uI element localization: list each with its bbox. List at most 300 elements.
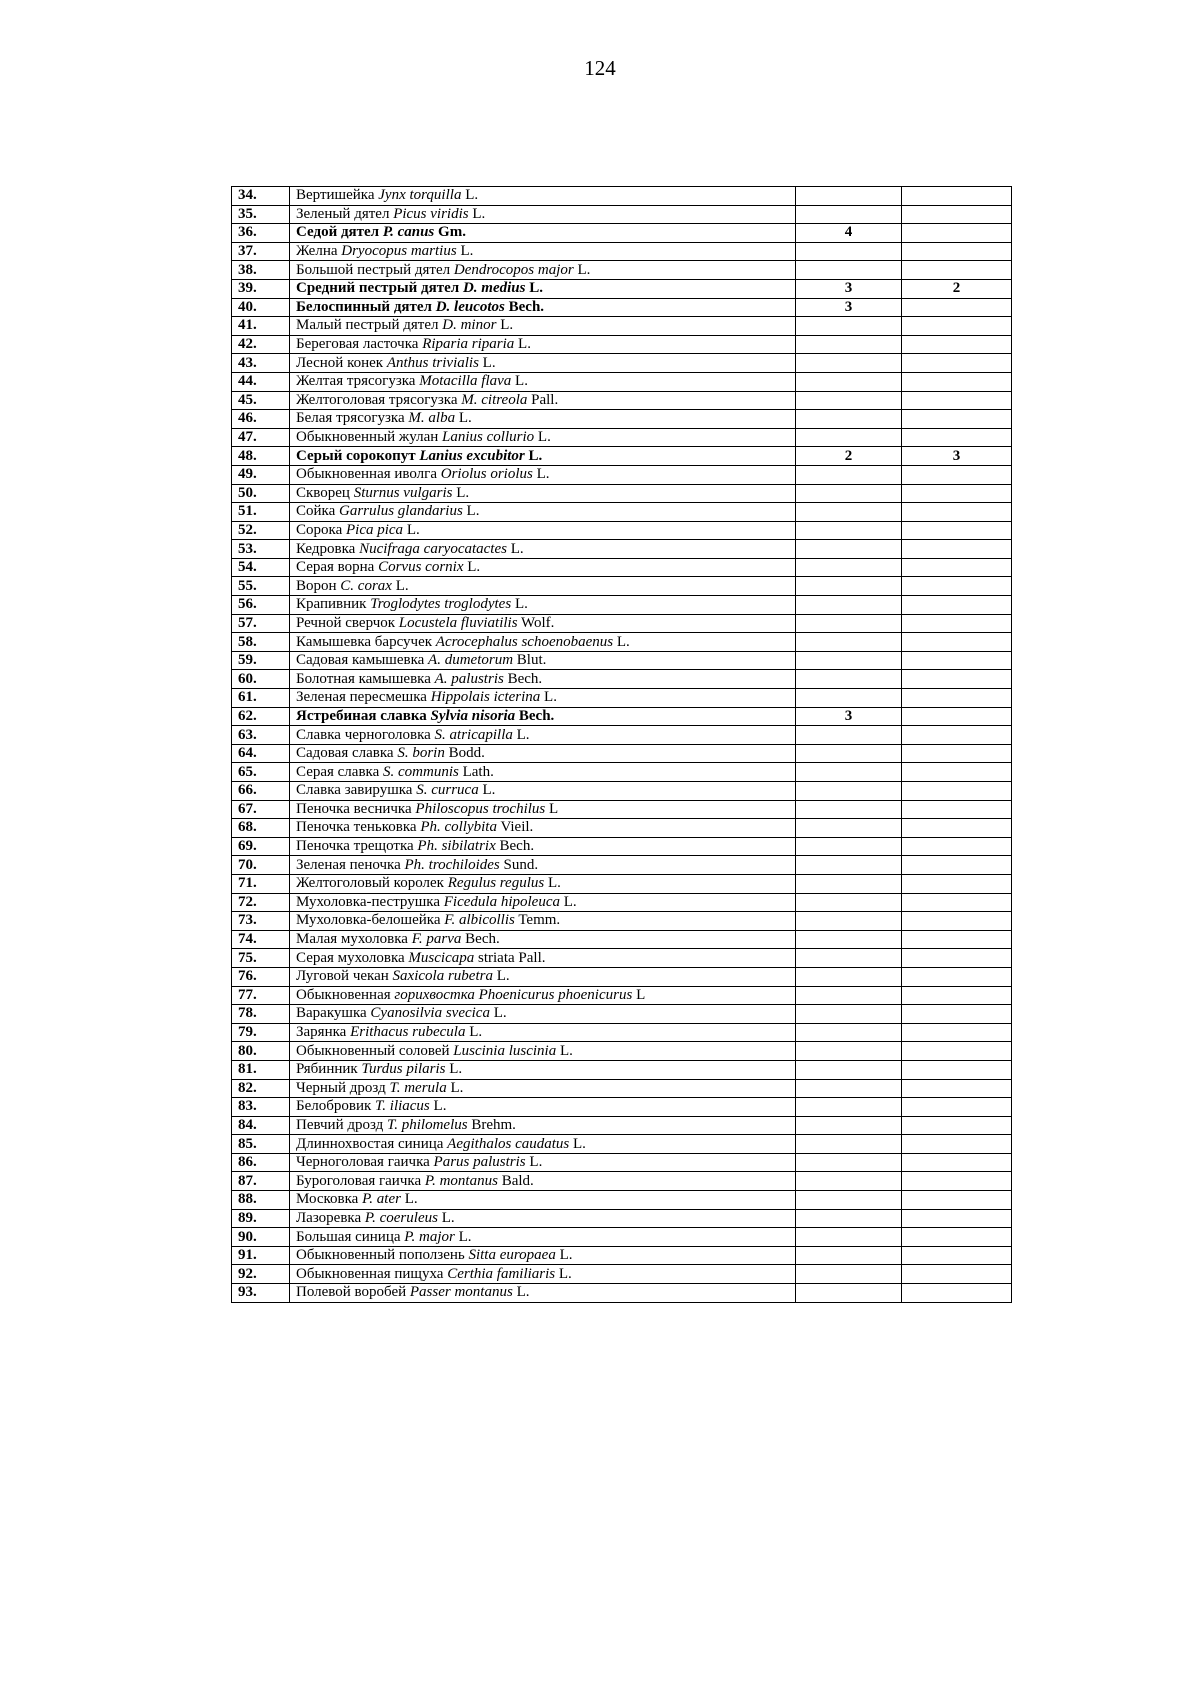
status-column-2 [902,912,1012,931]
status-column-2 [902,558,1012,577]
row-number: 56. [232,596,290,615]
russian-name: Обыкновенный жулан [296,429,439,446]
russian-name: Ястребиная славка [296,707,427,724]
russian-name: Рябинник [296,1061,358,1078]
status-column-2 [902,1042,1012,1061]
species-name [290,1042,796,1061]
russian-name: Болотная камышевка [296,670,431,687]
russian-name: Седой дятел [296,224,380,241]
status-column-1 [796,484,902,503]
table-row [232,614,1012,633]
russian-name: Буроголовая гаичка [296,1172,422,1189]
status-column-2 [902,317,1012,336]
russian-name: Славка завирушка [296,782,413,799]
species-name [290,689,796,708]
russian-name: Желна [296,243,338,260]
latin-name: Pica pica [345,521,404,538]
status-column-1 [796,521,902,540]
row-number: 78. [232,1005,290,1024]
row-number: 69. [232,837,290,856]
status-column-2 [902,633,1012,652]
status-column-2 [902,261,1012,280]
russian-name: Малая мухоловка [296,931,408,948]
page-number: 124 [584,56,616,80]
latin-name: Luscinia luscinia [453,1042,557,1059]
table-row [232,763,1012,782]
species-name [290,521,796,540]
author-name: L. [529,1154,543,1171]
author-name: L. [496,968,510,985]
row-number: 52. [232,521,290,540]
status-column-1 [796,1023,902,1042]
species-name [290,763,796,782]
table-row [232,912,1012,931]
species-name [290,912,796,931]
table-row [232,596,1012,615]
table-row [232,707,1012,726]
table-row [232,689,1012,708]
species-name [290,540,796,559]
russian-name: Серая ворна [296,559,375,576]
table-row [232,410,1012,429]
table-row [232,484,1012,503]
row-number: 53. [232,540,290,559]
species-name [290,1191,796,1210]
row-number: 63. [232,726,290,745]
table-row [232,986,1012,1005]
author-name: L. [516,726,530,743]
status-column-2 [902,205,1012,224]
table-row [232,633,1012,652]
author-name: L. [482,354,496,371]
author-name: L. [515,373,528,390]
table-row [232,1246,1012,1265]
latin-name: Acrocephalus schoenobaenus [435,633,614,650]
latin-name: Ph. trochiloides [404,856,500,873]
table-row [232,298,1012,317]
status-column-2 [902,428,1012,447]
species-name [290,298,796,317]
russian-name: Обыкновенный соловей [296,1042,450,1059]
latin-name: P. coeruleus [364,1209,438,1226]
species-name [290,224,796,243]
status-column-2 [902,782,1012,801]
species-name [290,1209,796,1228]
status-column-2 [902,484,1012,503]
species-name [290,596,796,615]
species-name [290,558,796,577]
status-column-1 [796,187,902,206]
status-column-1 [796,633,902,652]
latin-name: P. ater [362,1191,401,1208]
status-column-2 [902,1191,1012,1210]
species-name [290,428,796,447]
row-number: 43. [232,354,290,373]
latin-name: F. parva [411,931,462,948]
species-name [290,874,796,893]
table-row [232,1135,1012,1154]
table-row [232,261,1012,280]
latin-name: Picus viridis [393,205,469,222]
row-number: 82. [232,1079,290,1098]
species-name [290,614,796,633]
table-row [232,837,1012,856]
status-column-2 [902,1228,1012,1247]
status-column-1 [796,874,902,893]
species-name [290,633,796,652]
latin-name: Parus palustris [433,1154,526,1171]
status-column-2 [902,874,1012,893]
species-name [290,707,796,726]
table-row [232,930,1012,949]
species-name [290,1079,796,1098]
russian-name: Сорока [296,521,343,538]
latin-name: Garrulus glandarius [339,503,463,520]
row-number: 74. [232,930,290,949]
status-column-2 [902,242,1012,261]
species-name [290,1153,796,1172]
latin-name: Jynx torquilla [378,187,462,204]
author-name: L. [547,875,561,892]
author-name: L. [563,893,577,910]
status-column-2 [902,614,1012,633]
table-row [232,335,1012,354]
species-name [290,1023,796,1042]
row-number: 70. [232,856,290,875]
latin-name: Turdus pilaris [361,1061,446,1078]
status-column-1 [796,614,902,633]
status-column-1 [796,670,902,689]
table-row [232,967,1012,986]
status-column-1 [796,391,902,410]
table-row [232,558,1012,577]
row-number: 62. [232,707,290,726]
status-column-1 [796,1005,902,1024]
latin-name: T. iliacus [375,1098,430,1115]
latin-name: Passer montanus [409,1284,513,1301]
table-row [232,1116,1012,1135]
status-column-2 [902,1135,1012,1154]
status-column-1 [796,335,902,354]
author-name: Pall. [531,391,559,408]
row-number: 44. [232,372,290,391]
table-row [232,242,1012,261]
author-name: L. [559,1247,573,1264]
latin-name: T. merula [389,1079,447,1096]
status-column-1 [796,410,902,429]
status-column-1 [796,1042,902,1061]
row-number: 67. [232,800,290,819]
status-column-1 [796,317,902,336]
latin-name: D. leucotos [435,298,505,315]
species-name [290,1060,796,1079]
author-name: L. [510,540,524,557]
table-row [232,521,1012,540]
author-name: L. [472,205,486,222]
author-name: L. [441,1209,455,1226]
table-row [232,1023,1012,1042]
row-number: 34. [232,187,290,206]
latin-name: Hippolais icterina [430,689,541,706]
author-name: Sund. [503,856,539,873]
status-column-2 [902,354,1012,373]
latin-name: Locustela fluviatilis [398,614,518,631]
latin-name: S. atricapilla [434,726,513,743]
table-row [232,893,1012,912]
latin-name: Philoscopus trochilus [415,800,546,817]
table-row [232,354,1012,373]
species-name [290,1135,796,1154]
table-row [232,1191,1012,1210]
status-column-1 [796,949,902,968]
author-name: Bech. [508,298,545,315]
russian-name: Луговой чекан [296,968,389,985]
latin-name: Motacilla flava [419,373,512,390]
status-column-2 [902,298,1012,317]
latin-name: Troglodytes troglodytes [370,596,512,613]
species-name [290,670,796,689]
latin-name: P. major [404,1228,455,1245]
author-name: L. [528,447,543,464]
russian-name: Кедровка [296,540,356,557]
row-number: 83. [232,1098,290,1117]
author-name: L. [465,187,479,204]
latin-name: Anthus trivialis [386,354,479,371]
row-number: 40. [232,298,290,317]
row-number: 48. [232,447,290,466]
status-column-2 [902,856,1012,875]
table-row [232,372,1012,391]
latin-name: C. corax [340,577,392,594]
row-number: 49. [232,465,290,484]
author-name: Vieil. [500,819,534,836]
status-column-1 [796,967,902,986]
status-column-2 [902,837,1012,856]
author-name: L [549,800,559,817]
status-column-2 [902,1246,1012,1265]
species-name [290,856,796,875]
russian-name: Мухоловка-белошейка [296,912,441,929]
status-column-2 [902,651,1012,670]
species-name [290,744,796,763]
latin-name: горихвостка Phoenicurus phoenicurus [394,986,633,1003]
row-number: 71. [232,874,290,893]
species-name [290,930,796,949]
author-name: Bech. [499,838,535,855]
status-column-2 [902,1209,1012,1228]
row-number: 35. [232,205,290,224]
status-column-2 [902,893,1012,912]
status-column-1 [796,558,902,577]
russian-name: Лазоревка [296,1209,362,1226]
table-row [232,949,1012,968]
latin-name: Lanius collurio [442,429,535,446]
russian-name: Обыкновенная пищуха [296,1265,444,1282]
latin-name: Sitta europaea [468,1247,556,1264]
status-column-2 [902,800,1012,819]
status-column-1 [796,577,902,596]
latin-name: Dendrocopos major [453,261,574,278]
table-row [232,782,1012,801]
latin-name: Regulus regulus [447,875,545,892]
latin-name: Ficedula hipoleuca [443,893,560,910]
species-name [290,651,796,670]
table-row [232,1042,1012,1061]
russian-name: Зеленая пересмешка [296,689,427,706]
latin-name: M. citreola [461,391,528,408]
table-row [232,224,1012,243]
russian-name: Варакушка [296,1005,367,1022]
status-column-1: 3 [796,279,902,298]
table-row [232,465,1012,484]
status-column-1 [796,1284,902,1303]
latin-name: P. montanus [424,1172,498,1189]
status-column-1 [796,205,902,224]
russian-name: Мухоловка-пеструшка [296,893,441,910]
author-name: L. [395,577,409,594]
latin-name: Aegithalos caudatus [447,1135,570,1152]
table-row [232,1079,1012,1098]
status-column-1 [796,428,902,447]
species-name [290,372,796,391]
russian-name: Крапивник [296,596,367,613]
russian-name: Зеленый дятел [296,205,390,222]
status-column-2 [902,410,1012,429]
status-column-2 [902,1005,1012,1024]
status-column-2 [902,1060,1012,1079]
table-row [232,651,1012,670]
status-column-1 [796,1191,902,1210]
russian-name: Камышевка барсучек [296,633,433,650]
status-column-1 [796,354,902,373]
author-name: L. [537,429,551,446]
row-number: 80. [232,1042,290,1061]
author-name: L. [516,1284,530,1301]
status-column-2: 3 [902,447,1012,466]
latin-name: P. canus [382,224,435,241]
author-name: L [636,986,646,1003]
russian-name: Садовая славка [296,745,394,762]
status-column-1 [796,1079,902,1098]
author-name: L. [449,1061,463,1078]
species-name [290,893,796,912]
species-name [290,1265,796,1284]
russian-name: Скворец [296,484,350,501]
row-number: 54. [232,558,290,577]
row-number: 42. [232,335,290,354]
row-number: 81. [232,1060,290,1079]
row-number: 65. [232,763,290,782]
russian-name: Славка черноголовка [296,726,431,743]
row-number: 47. [232,428,290,447]
latin-name: Nucifraga caryocatactes [359,540,507,557]
row-number: 93. [232,1284,290,1303]
russian-name: Желтая трясогузка [296,373,416,390]
table-row [232,874,1012,893]
status-column-2 [902,372,1012,391]
latin-name: D. medius [462,280,526,297]
species-name [290,577,796,596]
author-name: Blut. [516,652,547,669]
species-name [290,1228,796,1247]
species-name [290,187,796,206]
latin-name: Muscicapa [408,949,475,966]
row-number: 73. [232,912,290,931]
russian-name: Черноголовая гаичка [296,1154,430,1171]
status-column-2 [902,540,1012,559]
status-column-1 [796,372,902,391]
status-column-2 [902,521,1012,540]
author-name: L. [469,1024,483,1041]
status-column-1 [796,261,902,280]
table-row [232,744,1012,763]
table-row [232,1228,1012,1247]
row-number: 79. [232,1023,290,1042]
row-number: 84. [232,1116,290,1135]
status-column-1 [796,930,902,949]
status-column-1 [796,1060,902,1079]
table-row [232,726,1012,745]
russian-name: Московка [296,1191,359,1208]
russian-name: Пеночка весничка [296,800,412,817]
latin-name: Ph. collybita [420,819,497,836]
species-name [290,800,796,819]
author-name: L. [458,1228,472,1245]
species-name [290,782,796,801]
table-row [232,800,1012,819]
row-number: 92. [232,1265,290,1284]
row-number: 61. [232,689,290,708]
row-number: 77. [232,986,290,1005]
latin-name: Saxicola rubetra [392,968,493,985]
table-row [232,670,1012,689]
latin-name: A. palustris [434,670,504,687]
row-number: 59. [232,651,290,670]
status-column-2 [902,187,1012,206]
russian-name: Береговая ласточка [296,336,419,353]
author-name: Bald. [501,1172,534,1189]
russian-name: Сойка [296,503,336,520]
latin-name: Ph. sibilatrix [417,838,496,855]
latin-name: Dryocopus martius [341,243,457,260]
russian-name: Белая трясогузка [296,410,405,427]
row-number: 45. [232,391,290,410]
russian-name: Малый пестрый дятел [296,317,439,334]
russian-name: Средний пестрый дятел [296,280,460,297]
russian-name: Серый сорокопут [296,447,416,464]
status-column-1 [796,782,902,801]
status-column-1 [796,1172,902,1191]
row-number: 57. [232,614,290,633]
latin-name: M. alba [408,410,456,427]
row-number: 90. [232,1228,290,1247]
latin-name: Erithacus rubecula [350,1024,466,1041]
russian-name: Зарянка [296,1024,347,1041]
status-column-2 [902,819,1012,838]
status-column-2 [902,967,1012,986]
status-column-2: 2 [902,279,1012,298]
row-number: 88. [232,1191,290,1210]
species-name [290,1246,796,1265]
author-name: L. [466,503,480,520]
status-column-2 [902,1116,1012,1135]
table-row [232,1265,1012,1284]
author-name: Bodd. [448,745,485,762]
row-number: 38. [232,261,290,280]
russian-name: Длиннохвостая синица [296,1135,444,1152]
species-name [290,726,796,745]
author-name: L. [577,261,591,278]
